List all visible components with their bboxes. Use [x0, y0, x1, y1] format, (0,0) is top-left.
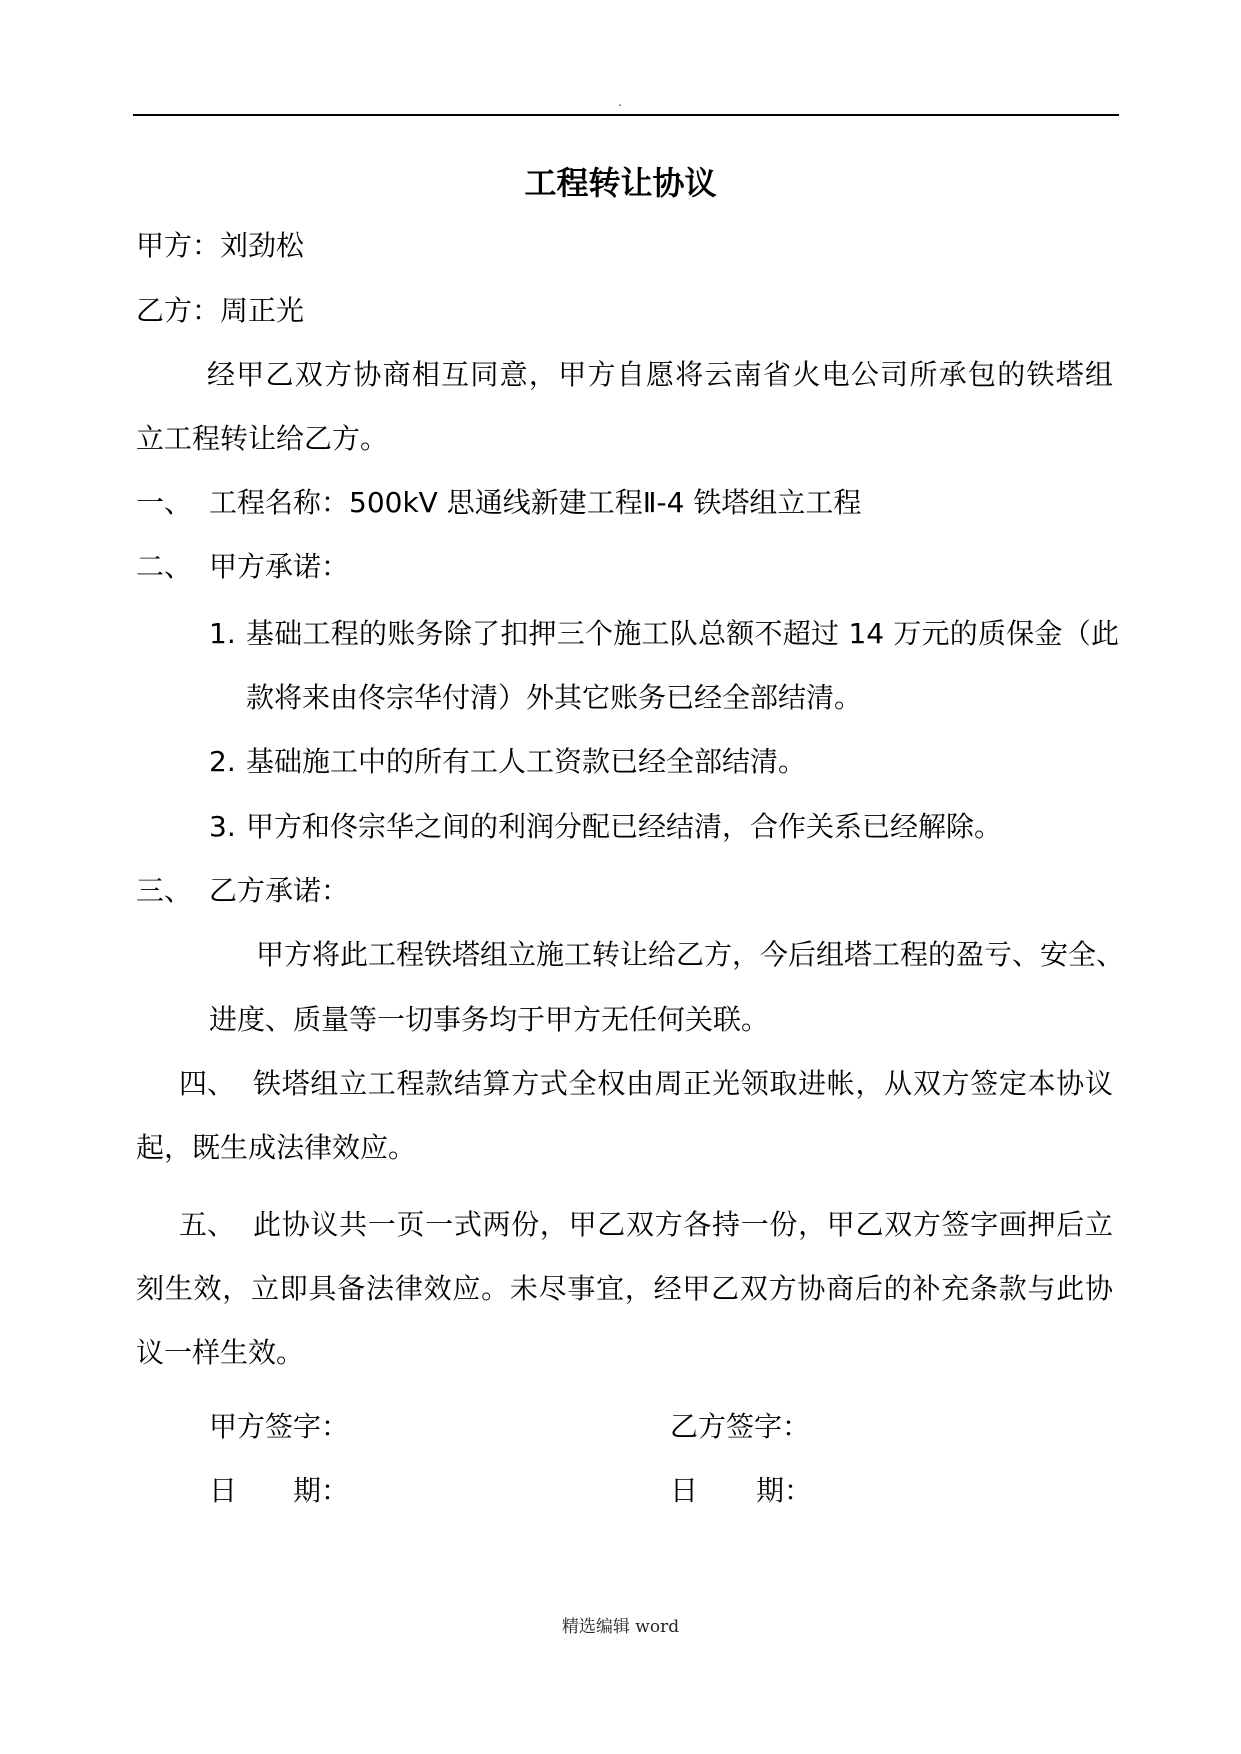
section-2-number: 二、: [136, 550, 193, 583]
list-item-1-line-2: 款将来由佟宗华付清）外其它账务已经全部结清。: [246, 681, 863, 714]
party-b-date-label-char: 日: [670, 1474, 699, 1507]
intro-line-2: 立工程转让给乙方。: [136, 422, 389, 455]
section-5-line-3: 议一样生效。: [136, 1336, 305, 1369]
section-4-line-2: 起，既生成法律效应。: [136, 1131, 417, 1164]
intro-line-1: 经甲乙双方协商相互同意，甲方自愿将云南省火电公司所承包的铁塔组: [207, 358, 1113, 391]
section-5-line-1: 此协议共一页一式两份，甲乙双方各持一份，甲乙双方签字画押后立: [253, 1208, 1113, 1241]
list-item-2-line-1: 基础施工中的所有工人工资款已经全部结清。: [246, 745, 807, 778]
section-1-number: 一、: [136, 486, 193, 519]
list-item-2-number: 2.: [209, 745, 236, 778]
section-5-number: 五、: [179, 1208, 236, 1241]
section-4-line-1: 铁塔组立工程款结算方式全权由周正光领取进帐，从双方签定本协议: [253, 1067, 1113, 1100]
list-item-1-number: 1.: [209, 617, 236, 650]
section-1-text: 工程名称：500kV 思通线新建工程Ⅱ-4 铁塔组立工程: [209, 486, 862, 519]
section-5-line-2: 刻生效，立即具备法律效应。未尽事宜，经甲乙双方协商后的补充条款与此协: [136, 1272, 1113, 1305]
section-4-number: 四、: [179, 1067, 236, 1100]
section-3-line-2: 进度、质量等一切事务均于甲方无任何关联。: [209, 1003, 770, 1036]
section-3-heading: 乙方承诺：: [209, 874, 350, 907]
list-item-3-number: 3.: [209, 810, 236, 843]
section-3-line-1: 甲方将此工程铁塔组立施工转让给乙方，今后组塔工程的盈亏、安全、: [256, 938, 1125, 971]
section-3-number: 三、: [136, 874, 193, 907]
header-mark: .: [618, 95, 622, 109]
list-item-3-line-1: 甲方和佟宗华之间的利润分配已经结清，合作关系已经解除。: [246, 810, 1003, 843]
party-a-line: 甲方：刘劲松: [136, 229, 305, 262]
footer-text: 精选编辑 word: [561, 1617, 680, 1637]
list-item-1-line-1: 基础工程的账务除了扣押三个施工队总额不超过 14 万元的质保金（此: [246, 617, 1119, 650]
section-2-heading: 甲方承诺：: [209, 550, 350, 583]
party-a-date-label-char: 日: [209, 1474, 238, 1507]
party-b-signature-label: 乙方签字：: [670, 1410, 811, 1443]
party-a-date-label-rest: 期：: [293, 1474, 350, 1507]
party-b-line: 乙方：周正光: [136, 294, 305, 327]
party-b-date-label-rest: 期：: [756, 1474, 813, 1507]
party-a-signature-label: 甲方签字：: [209, 1410, 350, 1443]
document-title: 工程转让协议: [524, 164, 717, 202]
header-rule: [133, 114, 1119, 116]
